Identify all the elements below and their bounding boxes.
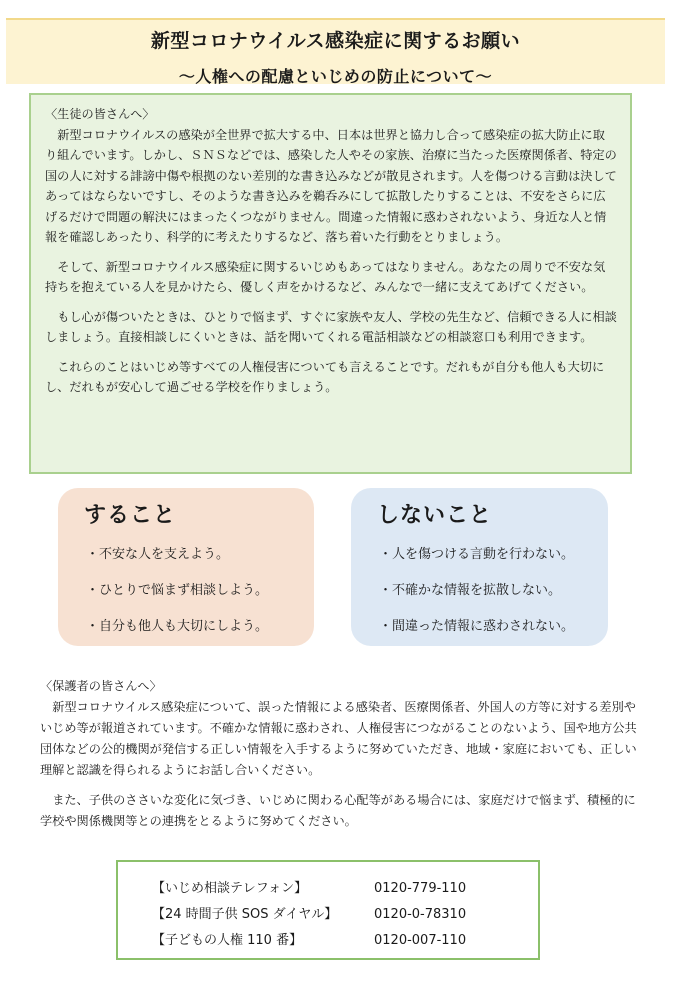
do-item: ・ひとりで悩まず相談しよう。 xyxy=(86,583,269,598)
dont-item: ・不確かな情報を拡散しない。 xyxy=(379,583,562,598)
contact-number: 0120-007-110 xyxy=(374,933,467,948)
contact-number: 0120-0-78310 xyxy=(374,907,467,922)
parents-message xyxy=(40,676,640,841)
parents-paragraph-2: また、子供のささいな変化に気づき、いじめに関わる心配等がある場合には、家庭だけで悩まず、積極的に学校や関係機関等との連携をとるように努めてください。 xyxy=(40,793,636,828)
students-paragraph-1: 新型コロナウイルスの感染が全世界で拡大する中、日本は世界と協力し合って感染症の拡大防止に取り組んでいます。しかし、ＳＮＳなどでは、感染した人やその家族、治療に当たった医療関係者、特定の国の人に対する誹謗中傷や根拠のない差別的な書き込みなどが散見されます。人を傷つける言動は決してあってはならないですし、そのような書き込みを鵜呑みにして拡散したりすることは、不安をさらに広げるだけで問題の解決にはまったくつながりません。間違った情報に惑わされないよう、身近な人と情報を確認しあったり、科学的に考えたりするなど、落ち着いた行動をとりましょう。 xyxy=(45,127,617,244)
do-item: ・自分も他人も大切にしよう。 xyxy=(86,619,269,634)
parents-paragraph-1: 新型コロナウイルス感染症について、誤った情報による感染者、医療関係者、外国人の方等に対する差別やいじめ等が報道されています。不確かな情報に惑わされ、人権侵害につながることのないよう、国や地方公共団体などの公的機関が発信する正しい情報を入手するように努めていただき、地域・家庭においても、正しい理解と認識を得られるようにお話し合いください。 xyxy=(40,700,637,777)
contact-row xyxy=(152,876,538,902)
contact-box xyxy=(116,860,540,960)
students-paragraph-3: もし心が傷ついたときは、ひとりで悩まず、すぐに家族や友人、学校の先生など、信頼できる人に相談しましょう。直接相談しにくいときは、話を聞いてくれる電話相談などの相談窓口も利用できます。 xyxy=(45,309,617,344)
dont-item: ・人を傷つける言動を行わない。 xyxy=(379,547,575,562)
do-list xyxy=(72,537,300,645)
do-card xyxy=(58,488,314,646)
contact-row xyxy=(152,928,538,954)
do-card-title: すること xyxy=(84,503,177,528)
students-greeting: 〈生徒の皆さんへ〉 xyxy=(45,107,155,121)
dont-card-title: しないこと xyxy=(377,503,493,528)
contact-name: 【子どもの人権 110 番】 xyxy=(152,933,303,948)
contact-number: 0120-779-110 xyxy=(374,881,467,896)
page-header xyxy=(6,18,665,84)
contact-row xyxy=(152,902,538,928)
page-title: 新型コロナウイルス感染症に関するお願い xyxy=(150,30,521,52)
parents-greeting: 〈保護者の皆さんへ〉 xyxy=(40,679,162,693)
dont-list xyxy=(365,537,594,645)
students-message-box xyxy=(29,93,632,474)
students-paragraph-2: そして、新型コロナウイルス感染症に関するいじめもあってはなりません。あなたの周りで不安な気持ちを抱えている人を見かけたら、優しく声をかけるなど、みんなで一緒に支えてあげてください。 xyxy=(45,259,606,294)
page-subtitle: ～人権への配慮といじめの防止について～ xyxy=(178,67,493,86)
do-item: ・不安な人を支えよう。 xyxy=(86,547,230,562)
students-paragraph-4: これらのことはいじめ等すべての人権侵害についても言えることです。だれもが自分も他人も大切にし、だれもが安心して過ごせる学校を作りましょう。 xyxy=(45,359,605,394)
contact-name: 【いじめ相談テレフォン】 xyxy=(152,881,308,896)
dont-card xyxy=(351,488,608,646)
dont-item: ・間違った情報に惑わされない。 xyxy=(379,619,575,634)
contact-name: 【24 時間子供 SOS ダイヤル】 xyxy=(152,907,338,922)
